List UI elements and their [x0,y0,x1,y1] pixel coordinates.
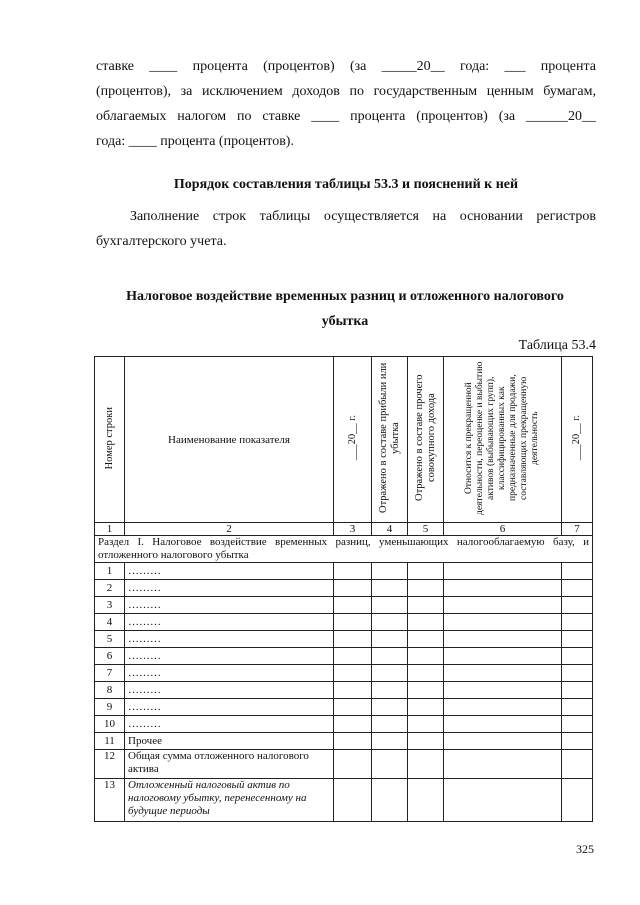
paragraph-2-line-2: бухгалтерского учета. [96,234,227,249]
cell [372,614,408,631]
table-row [95,733,593,750]
row-label: ……… [125,631,334,648]
table-row [95,631,593,648]
table-row [95,682,593,699]
header-row-number: Номер строки [95,357,125,523]
table-title-line-2: убытка [321,314,369,329]
section-1-title: Раздел I. Налоговое воздействие временных разниц, уменьшающих налогооблагаемую базу, и отложенного налогового убытка [95,536,593,563]
col-number: 6 [444,523,562,536]
cell [372,631,408,648]
col-number: 3 [334,523,372,536]
cell [408,563,444,580]
table-row [95,614,593,631]
header-year-start: ___20__ г. [334,357,372,523]
cell [562,750,593,779]
paragraph-2-line-1: Заполнение строк таблицы осуществляется на основании регистров [130,209,596,224]
paragraph-1-line-2: (процентов), за исключением доходов по государственным ценным бумагам, [96,84,596,99]
cell [408,648,444,665]
cell [408,580,444,597]
cell [334,750,372,779]
cell [372,750,408,779]
header-other-income: Отражено в составе прочего совокупного дохода [408,357,444,523]
cell [372,779,408,822]
cell [408,733,444,750]
col-number: 7 [562,523,593,536]
row-label: ……… [125,682,334,699]
table-row [95,597,593,614]
cell [334,699,372,716]
cell [562,563,593,580]
header-indicator-name: Наименование показателя [125,357,334,523]
row-label: ……… [125,580,334,597]
row-number: 2 [95,580,125,597]
table-number-label: Таблица 53.4 [518,338,596,353]
cell [334,614,372,631]
cell [408,665,444,682]
cell [444,750,562,779]
cell [444,597,562,614]
section-row [95,536,593,563]
row-number: 11 [95,733,125,750]
row-number: 12 [95,750,125,779]
row-number: 13 [95,779,125,822]
row-number: 9 [95,699,125,716]
header-year-end: ___20__ г. [562,357,593,523]
cell [408,716,444,733]
cell [444,779,562,822]
row-label: ……… [125,716,334,733]
cell [334,648,372,665]
cell [444,699,562,716]
cell [334,563,372,580]
paragraph-1-line-3: облагаемых налогом по ставке ____ процента (процентов) (за ______20__ [96,109,596,124]
row-number: 1 [95,563,125,580]
cell [334,665,372,682]
cell [408,631,444,648]
column-number-row [95,523,593,536]
cell [408,750,444,779]
row-number: 5 [95,631,125,648]
cell [444,563,562,580]
cell [372,716,408,733]
table-body [95,563,593,750]
cell [334,716,372,733]
table-row [95,716,593,733]
cell [372,580,408,597]
paragraph-1-line-4: года: ____ процента (процентов). [96,134,294,149]
col-number: 1 [95,523,125,536]
table-header-row [95,357,593,523]
page-number: 325 [576,842,594,856]
cell [562,665,593,682]
cell [334,631,372,648]
cell [562,682,593,699]
table-row [95,665,593,682]
cell [562,597,593,614]
paragraph-1-line-1: ставке ____ процента (процентов) (за _____20__ года: ___ процента [96,59,596,74]
table-row [95,779,593,822]
row-label: ……… [125,597,334,614]
row-label: ……… [125,614,334,631]
table-row [95,648,593,665]
row-number: 10 [95,716,125,733]
cell [372,597,408,614]
row-label: Отложенный налоговый актив по налоговому убытку, перенесенному на будущие периоды [125,779,334,822]
col-number: 5 [408,523,444,536]
row-label: Прочее [125,733,334,750]
cell [334,779,372,822]
cell [444,631,562,648]
cell [562,699,593,716]
cell [444,614,562,631]
row-label: ……… [125,699,334,716]
cell [562,733,593,750]
row-label: ……… [125,563,334,580]
header-discontinued: Относится к прекращенной деятельности, переоценке и выбытию активов (выбывающих групп), классифицированных как предназначенные для продажи, составляющих прекращенную деятельность [444,357,562,523]
cell [372,733,408,750]
cell [334,597,372,614]
cell [334,580,372,597]
cell [444,682,562,699]
tax-effect-table [94,356,593,822]
cell [562,614,593,631]
cell [444,648,562,665]
col-number: 2 [125,523,334,536]
row-label: ……… [125,665,334,682]
cell [444,716,562,733]
cell [408,682,444,699]
table-title-line-1: Налоговое воздействие временных разниц и отложенного налогового [126,289,564,304]
col-number: 4 [372,523,408,536]
table-row [95,580,593,597]
row-label: ……… [125,648,334,665]
cell [372,563,408,580]
cell [408,779,444,822]
row-number: 7 [95,665,125,682]
section-heading: Порядок составления таблицы 53.3 и пояснений к ней [173,177,519,192]
cell [372,648,408,665]
table-row [95,699,593,716]
cell [562,631,593,648]
row-number: 8 [95,682,125,699]
cell [444,733,562,750]
cell [334,733,372,750]
cell [372,665,408,682]
row-label: Общая сумма отложенного налогового актива [125,750,334,779]
cell [334,682,372,699]
cell [562,580,593,597]
row-number: 3 [95,597,125,614]
cell [444,665,562,682]
cell [372,699,408,716]
table-row [95,750,593,779]
table-row [95,563,593,580]
cell [408,699,444,716]
row-number: 6 [95,648,125,665]
header-profit-loss: Отражено в составе прибыли или убытка [372,357,408,523]
cell [562,779,593,822]
row-number: 4 [95,614,125,631]
cell [562,648,593,665]
cell [372,682,408,699]
cell [408,614,444,631]
cell [408,597,444,614]
cell [444,580,562,597]
cell [562,716,593,733]
